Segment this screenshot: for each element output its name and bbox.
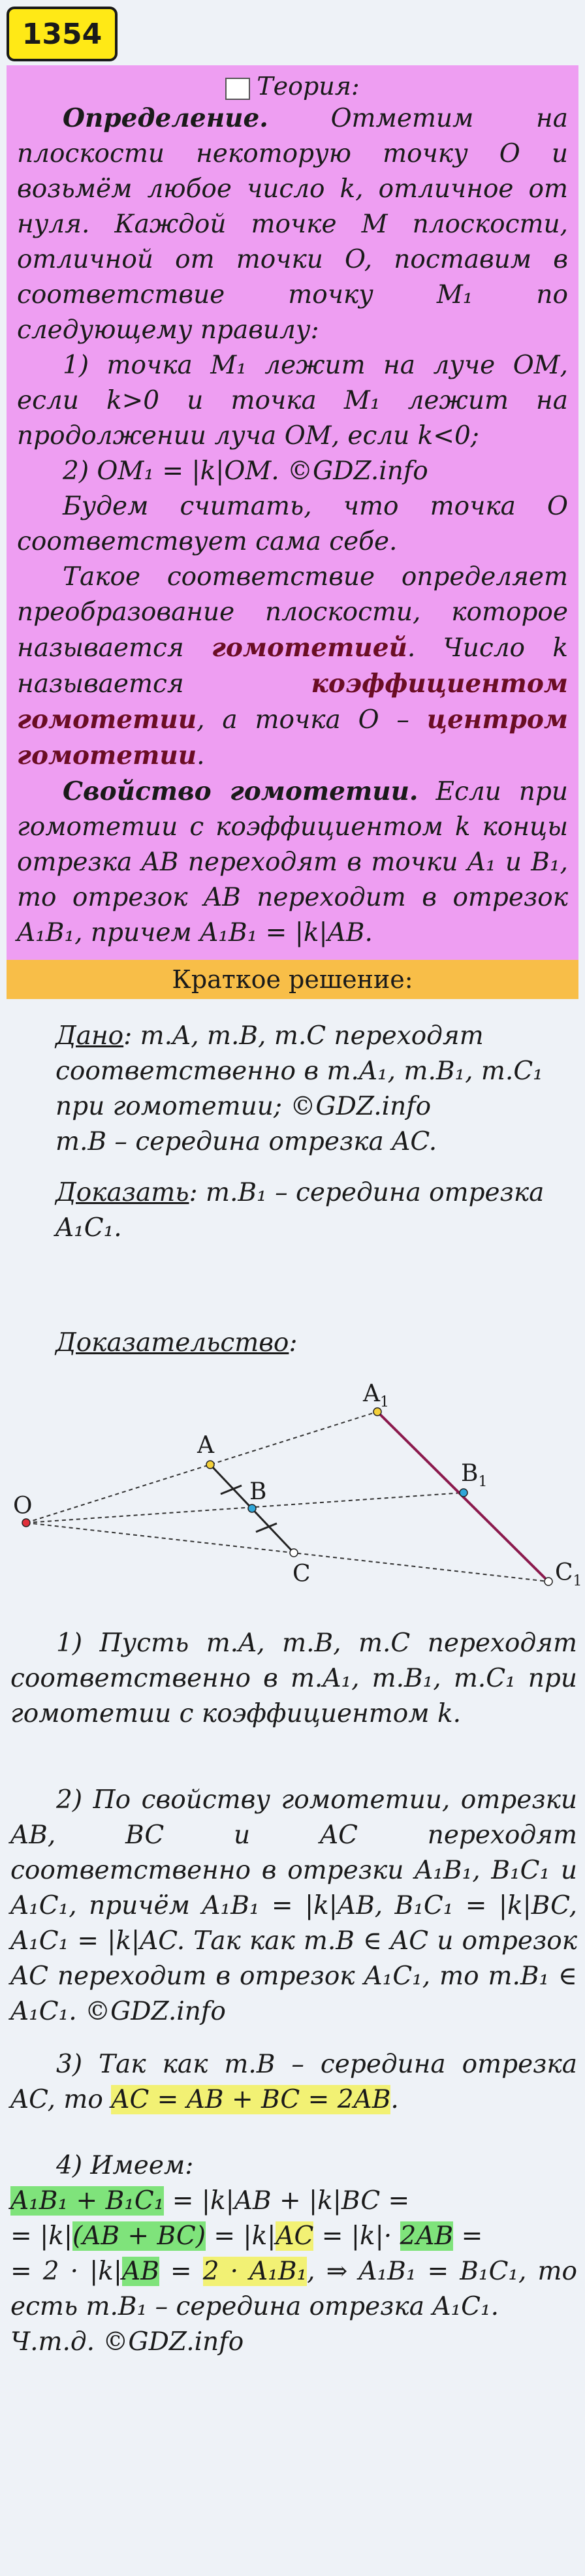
point-b	[248, 1504, 256, 1512]
homothety-term: гомотетией	[211, 633, 407, 663]
theory-block	[7, 65, 578, 960]
given-label: Дано	[55, 1021, 124, 1051]
prove-label: Доказать	[55, 1178, 189, 1207]
ray-o-c1	[26, 1523, 548, 1582]
rule-1: 1) точка M₁ лежит на луче OM, если k>0 и точка M₁ лежит на продолжении луча OM, если k<0;	[17, 351, 568, 451]
ray-o-a1	[26, 1412, 377, 1523]
label-c1: $C_1$	[555, 1559, 582, 1589]
property-label: Свойство гомотетии.	[63, 776, 419, 806]
step-4-line-2: = |k|(AB + BC) = |k|AC = |k|· 2AB =	[10, 2221, 483, 2251]
step-4-line-1: A₁B₁ + B₁C₁ = |k|AB + |k|BC =	[10, 2186, 410, 2216]
theory-title: Теория:	[17, 72, 568, 101]
book-icon	[225, 78, 250, 100]
label-a: A	[197, 1432, 214, 1459]
center-term: центром гомотетии	[17, 705, 568, 771]
given-midpoint: т.B – середина отрезка AC.	[55, 1127, 437, 1156]
label-b1: $B_1$	[461, 1460, 488, 1490]
step-4-line-3: = 2 · |k|AB = 2 · A₁B₁, ⇒ A₁B₁ = B₁C₁, то есть т.B₁ – середина отрезка A₁C₁.	[10, 2257, 577, 2321]
point-a	[206, 1461, 214, 1469]
prove-block: Доказать: т.B₁ – середина отрезка A₁C₁.	[55, 1178, 545, 1243]
given-block: Дано: т.A, т.B, т.C переходят соответственно в т.A₁, т.B₁, т.C₁ при гомотетии; ©GDZ.info т.B – середина отрезка AC.	[55, 1021, 543, 1156]
rule-2: 2) OM₁ = |k|OM. ©GDZ.info	[63, 456, 428, 486]
step-3-highlight: AC = AB + BC = 2AB	[111, 2085, 391, 2114]
step-4-label: 4) Имеем:	[56, 2151, 194, 2180]
step-1: 1) Пусть т.A, т.B, т.C переходят соответственно в т.A₁, т.B₁, т.C₁ при гомотетии с коэффициентом k.	[10, 1629, 577, 1728]
short-solution-header: Краткое решение:	[7, 960, 578, 999]
point-b1	[460, 1489, 467, 1497]
ray-o-b1	[26, 1493, 464, 1523]
point-o	[22, 1519, 30, 1527]
label-a1: $A_1$	[363, 1380, 389, 1410]
homothety-diagram	[13, 1371, 581, 1606]
definition-paragraph: Определение. Отметим на плоскости некоторую точку O и возьмём любое число k, отличное от нуля. Каждой точке M плоскости, отличной от точки O, поставим в соответствие точку M₁ по следующему правилу:	[17, 103, 568, 345]
self-paragraph: Будем считать, что точка O соответствует сама себе.	[17, 492, 568, 556]
term-paragraph: Такое соответствие определяет преобразование плоскости, которое называется гомотетией. Число k называется коэффициентом гомотетии, а точка O – центром гомотетии.	[17, 562, 568, 771]
coefficient-term: коэффициентом гомотетии	[17, 669, 568, 735]
label-c: C	[292, 1561, 311, 1587]
property-paragraph: Свойство гомотетии. Если при гомотетии с коэффициентом k концы отрезка AB переходят в точки A₁ и B₁, то отрезок AB переходит в отрезок A₁B₁, причем A₁B₁ = |k|AB.	[17, 776, 568, 947]
label-o: O	[13, 1493, 33, 1519]
definition-label: Определение.	[63, 103, 268, 133]
proof-heading: Доказательство:	[55, 1328, 298, 1358]
step-2: 2) По свойству гомотетии, отрезки AB, BC и AC переходят соответственно в отрезки A₁B₁, B₁C₁ и A₁C₁, причём A₁B₁ = |k|AB, B₁C₁ = |k|BC, A₁C₁ = |k|AC. Так как т.B ∈ AC и отрезок AC переходит в отрезок A₁C₁, то т.B₁ ∈ A₁C₁. ©GDZ.info	[10, 1785, 577, 2026]
qed-line: Ч.т.д. ©GDZ.info	[10, 2327, 244, 2357]
point-c	[290, 1549, 298, 1557]
point-c1	[545, 1578, 552, 1585]
label-b: B	[249, 1478, 267, 1505]
problem-number-badge: 1354	[7, 7, 118, 61]
step-3: 3) Так как т.B – середина отрезка AC, то AC = AB + BC = 2AB.	[10, 2050, 577, 2114]
sum-highlight: A₁B₁ + B₁C₁	[10, 2186, 165, 2216]
